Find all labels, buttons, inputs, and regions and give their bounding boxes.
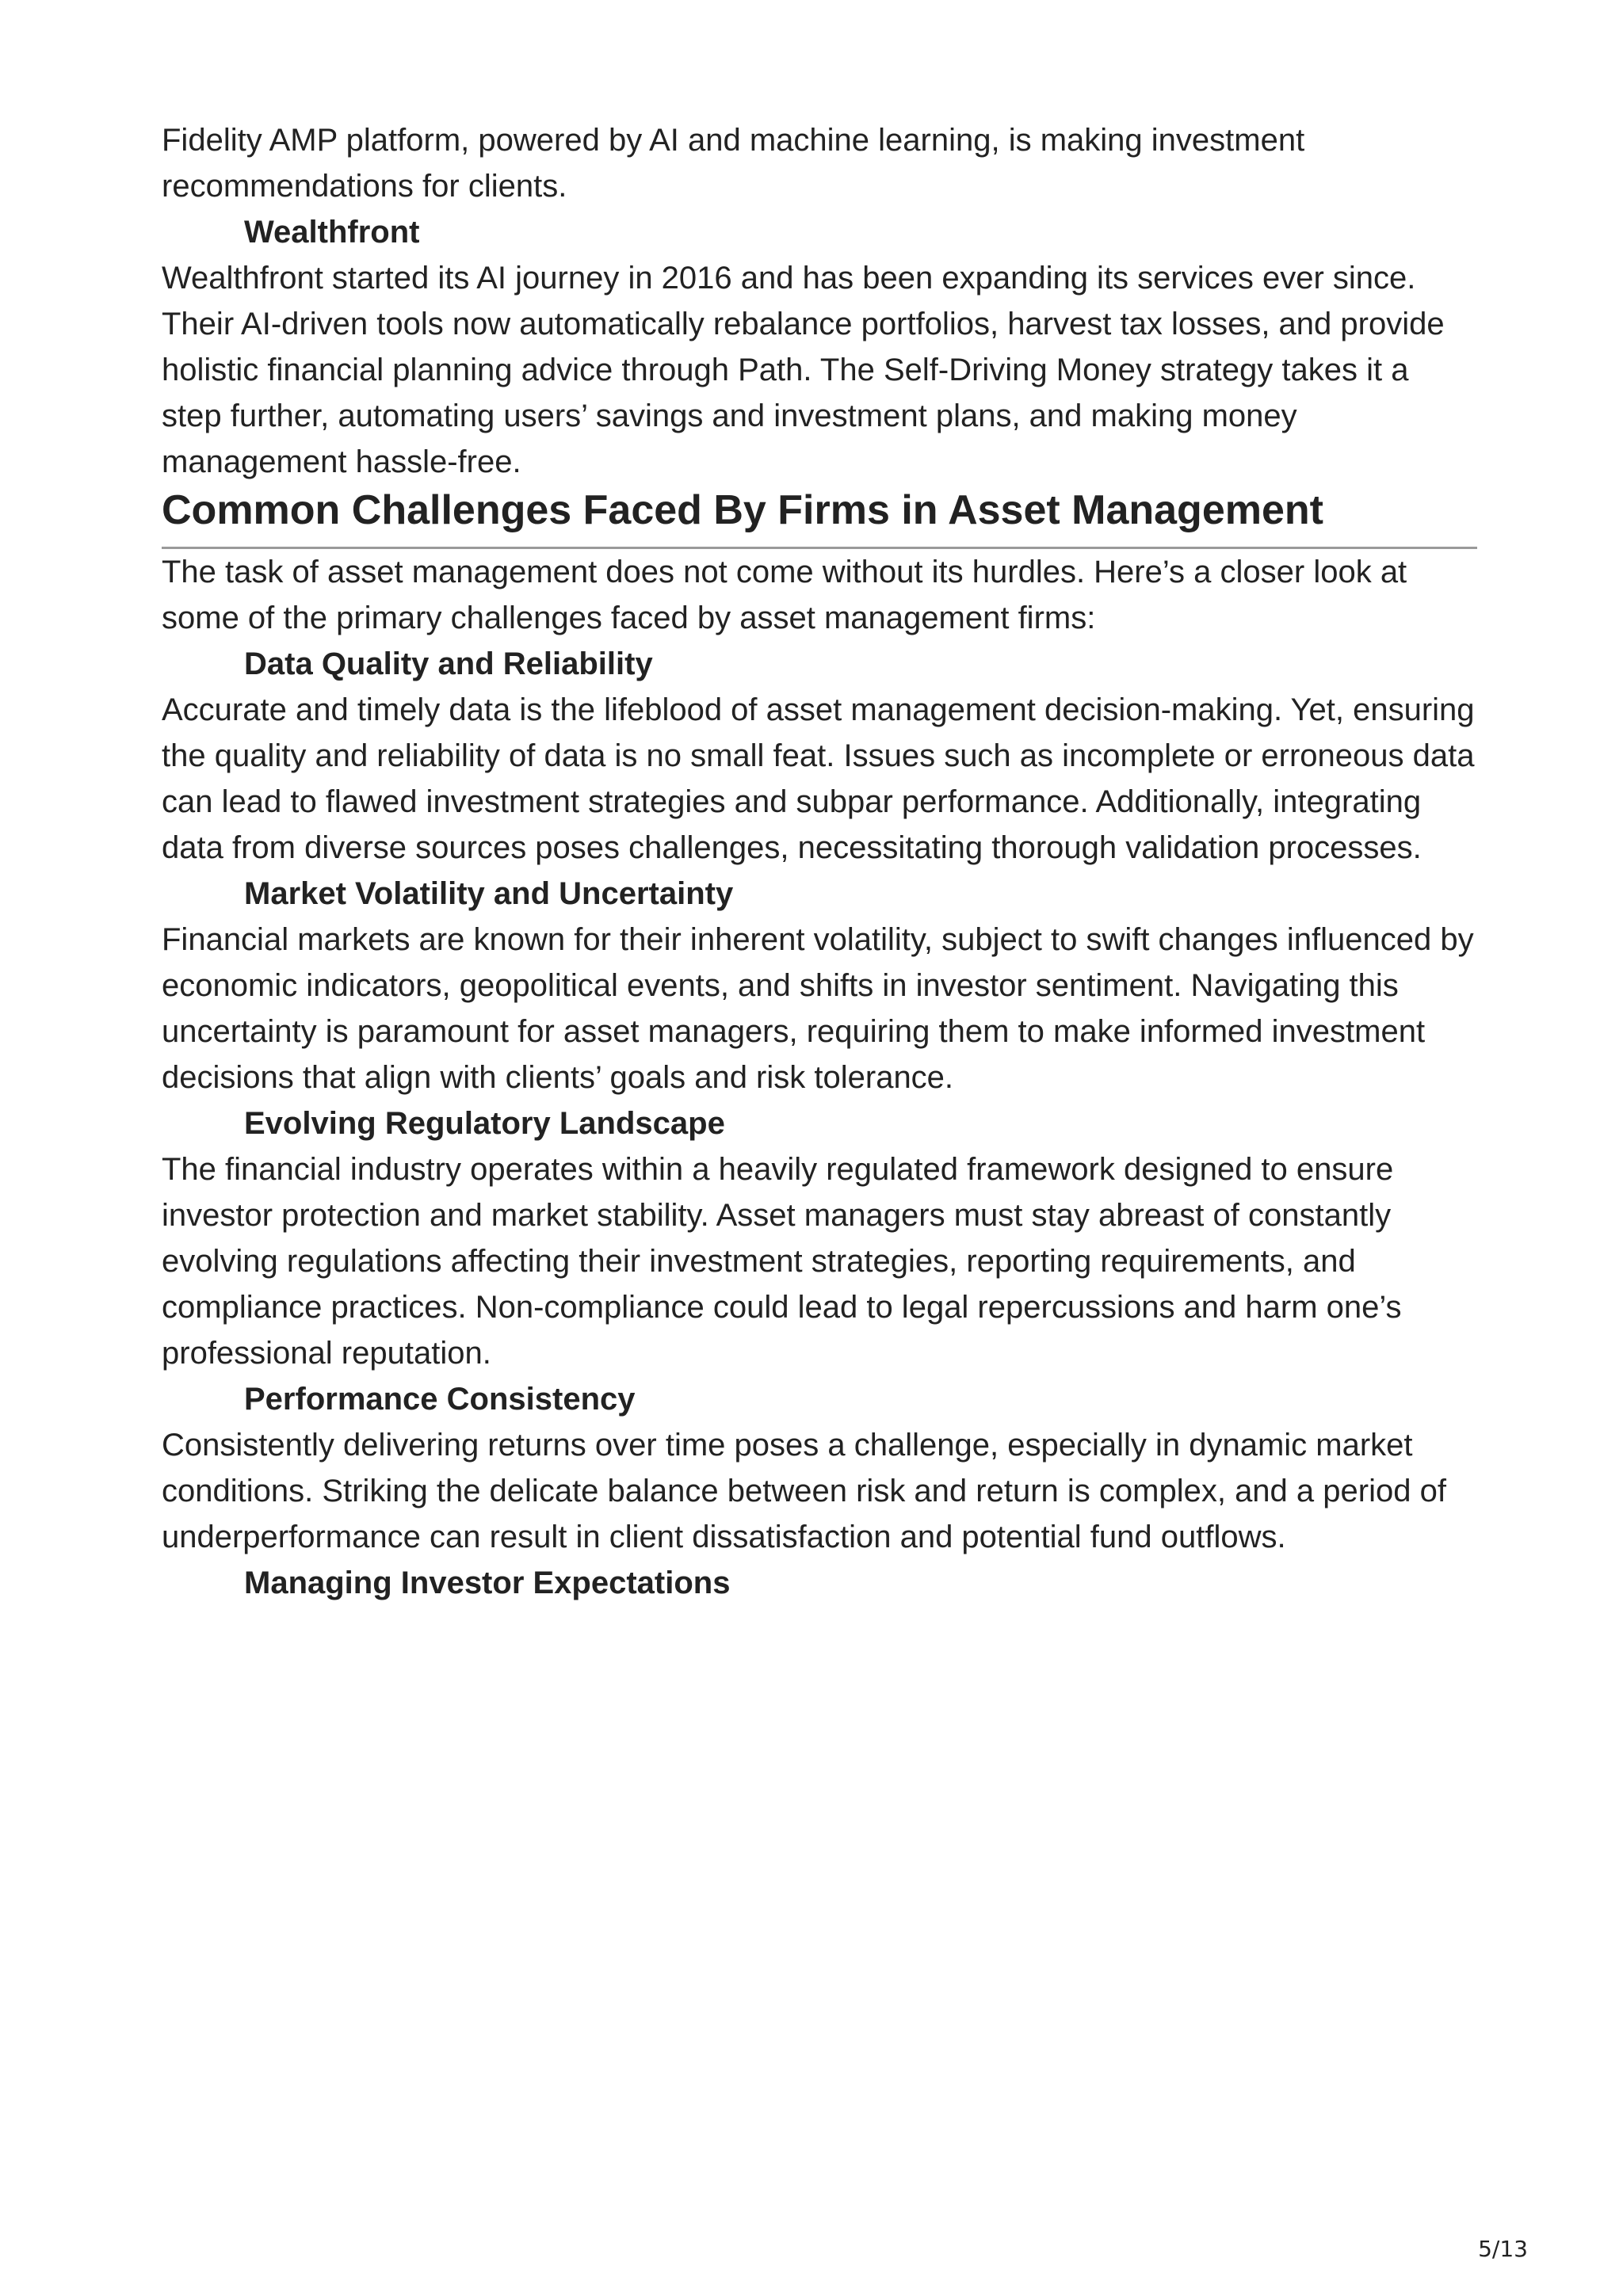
volatility-paragraph: Financial markets are known for their inherent volatility, subject to swift changes influenced by economic indicators, geopolitical events, and shifts in investor sentiment. Navigating this uncertainty is paramount for asset managers, requiring them to make informed investment decisions that align with clients’ goals and risk tolerance. [162, 922, 1474, 1095]
challenges-intro-paragraph: The task of asset management does not come without its hurdles. Here’s a closer look at some of the primary challenges faced by asset management firms: [162, 555, 1407, 635]
wealthfront-heading: Wealthfront [244, 215, 420, 250]
data-quality-paragraph: Accurate and timely data is the lifeblood of asset management decision-making. Yet, ensuring the quality and reliability of data is no small feat. Issues such as incomplete or erroneous data can lead to flawed investment strategies and subpar performance. Additionally, integrating data from diverse sources poses challenges, necessitating thorough validation processes. [162, 692, 1475, 865]
regulatory-heading: Evolving Regulatory Landscape [244, 1106, 725, 1141]
fidelity-paragraph: Fidelity AMP platform, powered by AI and machine learning, is making investment recommendations for clients. [162, 123, 1305, 204]
data-quality-heading: Data Quality and Reliability [244, 646, 653, 681]
performance-paragraph: Consistently delivering returns over time poses a challenge, especially in dynamic market conditions. Striking the delicate balance between risk and return is complex, and a period of underperformance can result in client dissatisfaction and potential fund outflows. [162, 1428, 1446, 1554]
regulatory-paragraph: The financial industry operates within a heavily regulated framework designed to ensure investor protection and market stability. Asset managers must stay abreast of constantly evolving regulations affecting their investment strategies, reporting requirements, and compliance practices. Non-compliance could lead to legal repercussions and harm one’s professional reputation. [162, 1152, 1402, 1371]
performance-heading: Performance Consistency [244, 1382, 636, 1417]
volatility-heading: Market Volatility and Uncertainty [244, 876, 734, 911]
expectations-heading: Managing Investor Expectations [244, 1566, 731, 1600]
document-body [162, 117, 1477, 1606]
page-number: 5/13 [1478, 2236, 1528, 2262]
challenges-section-heading: Common Challenges Faced By Firms in Asset Management [162, 485, 1477, 549]
wealthfront-paragraph: Wealthfront started its AI journey in 2016 and has been expanding its services ever since. Their AI-driven tools now automatically rebalance portfolios, harvest tax losses, and provide holistic financial planning advice through Path. The Self-Driving Money strategy takes it a step further, automating users’ savings and investment plans, and making money management hassle-free. [162, 261, 1445, 479]
